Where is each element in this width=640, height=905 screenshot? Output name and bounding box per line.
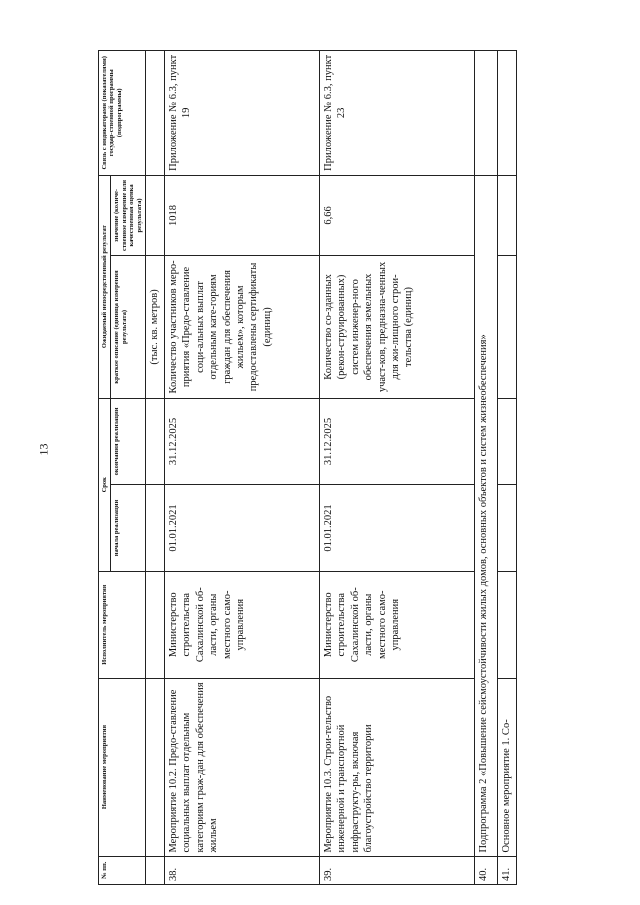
measures-table (98, 50, 517, 885)
row-38-no: 38. (164, 856, 319, 884)
header-no: № пп. (99, 856, 146, 884)
header-name: Наименование мероприятия (99, 678, 146, 856)
row-39-no: 39. (319, 856, 474, 884)
row-39-link: Приложение № 6.3, пункт 23 (319, 51, 474, 176)
header-result: Ожидаемый непосредственный результат (99, 175, 111, 398)
row-38-result-value: 1018 (164, 175, 319, 256)
row-39-result-desc: Количество со-зданных (рекон-струированных) систем инженер-ного обеспечения земельных участ-ков, предназна-ченных для жи-лищного строи-тельства (единиц) (319, 256, 474, 398)
rotated-table-wrapper (98, 50, 608, 885)
table-row (319, 51, 474, 885)
page-number: 13 (36, 443, 51, 456)
row-40-subprogram: Подпрограмма 2 «Повышение сейсмоустойчивости жилых домов, основных объектов и систем жизнеобеспечения» (474, 175, 497, 856)
row-39-start: 01.01.2021 (319, 485, 474, 572)
table-row (146, 51, 164, 885)
table-row (164, 51, 319, 885)
header-link: Связь с индикаторами (показателями) государ-ственной программы (подпрограммы) (99, 51, 146, 176)
header-term-start: начала реализации (111, 485, 146, 572)
row-38-name: Мероприятие 10.2. Предо-ставление социальных выплат отдельным категориям граж-дан для обеспечения жильем (164, 678, 319, 856)
row-39-executor: Министерство строительства Сахалинской об-ласти, органы местного само-управления (319, 571, 474, 678)
row-39-result-value: 6,66 (319, 175, 474, 256)
row-41-no: 41. (497, 856, 516, 884)
table-row (497, 51, 516, 885)
header-term-end: окончания реализации (111, 398, 146, 485)
header-result-desc: краткое описание (единица измерения результата) (111, 256, 146, 398)
table-row (474, 51, 497, 885)
row-38-start: 01.01.2021 (164, 485, 319, 572)
header-term: Срок (99, 398, 111, 571)
row-38-result-desc: Количество участников меро-приятия «Предо-ставление соци-альных выплат отдельным кате-гориям граждан для обеспечения жильем», которым предоставлены сертификаты (единиц) (164, 256, 319, 398)
row-39-end: 31.12.2025 (319, 398, 474, 485)
header-executor: Исполнитель мероприятия (99, 571, 146, 678)
row-38-executor: Министерство строительства Сахалинской об-ласти, органы местного само-управления (164, 571, 319, 678)
header-result-value: значение (количе-ственное измерение или качественная оценка результата) (111, 175, 146, 256)
row-41-name: Основное мероприятие 1. Со- (497, 678, 516, 856)
row-40-no: 40. (474, 856, 497, 884)
row-39-name: Мероприятие 10.3. Строи-тельство инженерной и транспортной инфраструкту-ры, включая благоустройство территории (319, 678, 474, 856)
row-38-link: Приложение № 6.3, пункт 19 (164, 51, 319, 176)
prev-row-unit: (тыс. кв. метров) (146, 256, 164, 398)
row-38-end: 31.12.2025 (164, 398, 319, 485)
